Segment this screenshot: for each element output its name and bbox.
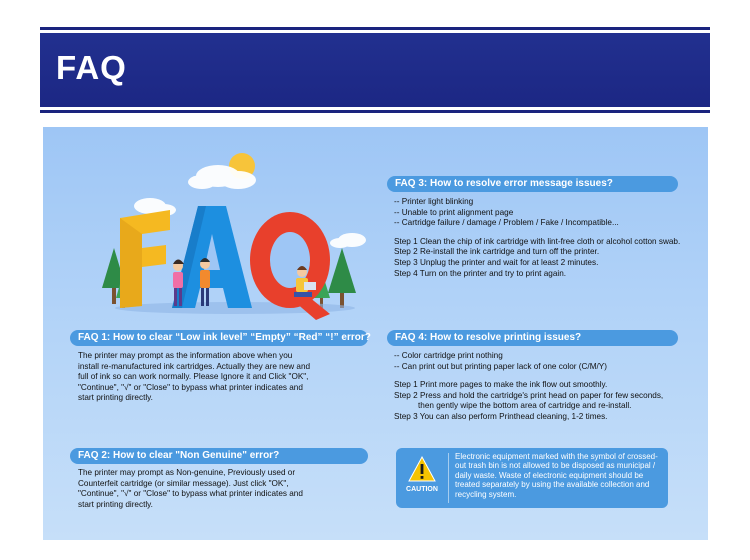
caution-divider — [448, 453, 449, 503]
faq2-answer — [78, 468, 303, 510]
faq3-symptom: -- Cartridge failure / damage / Problem / Fake / Incompatible... — [394, 218, 619, 228]
faq4-symptom: -- Can print out but printing paper lack of one color (C/M/Y) — [394, 361, 607, 371]
tree-icon — [328, 248, 356, 308]
faq3-step: Step 1 Clean the chip of ink cartridge with lint-free cloth or alcohol cotton swab. — [394, 236, 681, 246]
faq4-step: then gently wipe the bottom area of cartridge and re-install. — [418, 401, 632, 411]
page-title: FAQ — [56, 49, 127, 86]
faq4-title: FAQ 4: How to resolve printing issues? — [387, 330, 678, 346]
faq2-line: "Continue", "√" or "Close" to bypass what printer indicates and — [78, 489, 303, 499]
faq1-line: start printing directly. — [78, 393, 153, 403]
caution-text: Electronic equipment marked with the symbol of crossed-out trash bin is not allowed to be disposed as municipal / daily waste. Waste of electronic equipment should be treated separately by using the available collection and recycling system. — [455, 452, 658, 499]
faq1-answer — [78, 351, 310, 404]
faq1-title: FAQ 1: How to clear “Low ink level” “Empty” “Red” “!” error? — [70, 330, 368, 346]
faq4-symptom: -- Color cartridge print nothing — [394, 351, 503, 360]
faq3-step: Step 2 Re-install the ink cartridge and turn off the printer. — [394, 247, 600, 257]
header-banner — [40, 33, 710, 107]
caution-box — [396, 448, 668, 508]
faq1-line: The printer may prompt as the information above when you — [78, 351, 293, 360]
faq3-symptom: -- Unable to print alignment page — [394, 207, 514, 217]
faq1-line: full of ink so can work normally. Please Ignore it and Click "OK", — [78, 372, 309, 382]
faq2-title: FAQ 2: How to clear "Non Genuine" error? — [70, 448, 368, 464]
warning-icon — [396, 448, 446, 508]
faq4-step: Step 1 Print more pages to make the ink flow out smoothly. — [394, 380, 608, 390]
faq1-line: install re-manufactured ink cartridges. Actually they are new and — [78, 361, 311, 371]
faq4-answer — [394, 351, 663, 423]
faq4-step: Step 3 You can also perform Printhead cleaning, 1-2 times. — [394, 411, 608, 421]
faq4-step: Step 2 Press and hold the cartridge's print head on paper for few seconds, — [394, 390, 664, 400]
faq3-title: FAQ 3: How to resolve error message issues? — [387, 176, 678, 192]
faq-illustration — [90, 148, 370, 323]
header-top-rule — [40, 27, 710, 30]
faq1-line: "Continue", "√" or "Close" to bypass what printer indicates and — [78, 382, 303, 392]
faq2-line: Counterfeit cartridge (or similar message). Just click "OK", — [78, 478, 289, 488]
faq2-line: start printing directly. — [78, 499, 153, 509]
cloud-icon — [330, 233, 366, 248]
faq3-answer — [394, 197, 680, 279]
person-figure — [200, 258, 210, 306]
faq2-line: The printer may prompt as Non-genuine, Previously used or — [78, 468, 296, 477]
faq3-step: Step 4 Turn on the printer and try to print again. — [394, 268, 567, 278]
header-bottom-rule — [40, 110, 710, 113]
faq3-symptom: -- Printer light blinking — [394, 197, 474, 206]
caution-label: CAUTION — [406, 486, 438, 493]
faq3-step: Step 3 Unplug the printer and wait for at least 2 minutes. — [394, 257, 599, 267]
